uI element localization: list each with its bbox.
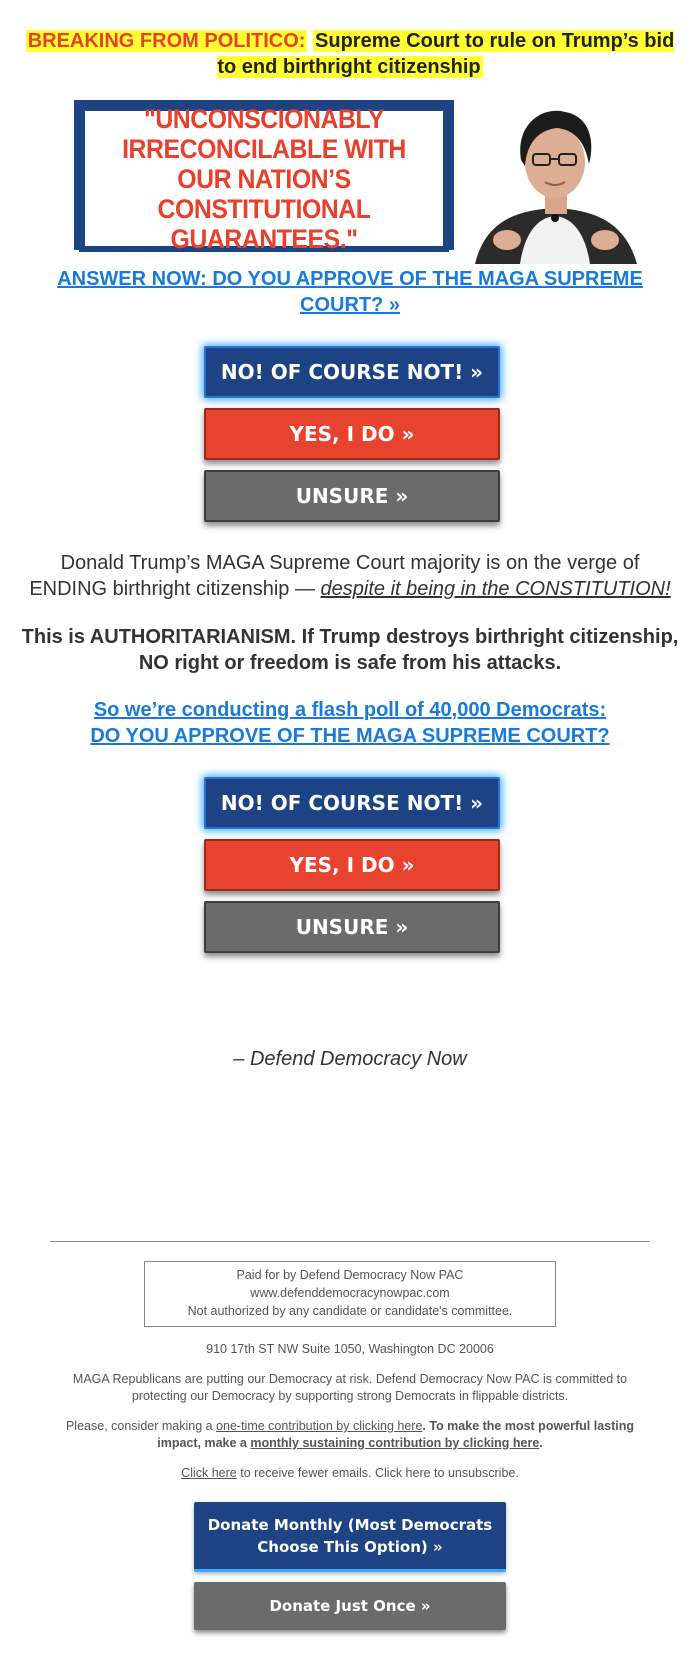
address-text: 910 17th ST NW Suite 1050, Washington DC 20006 bbox=[206, 1342, 494, 1356]
donate-monthly-button[interactable] bbox=[194, 1502, 506, 1572]
quote-frame bbox=[79, 105, 449, 252]
intro-text: Donald Trump’s MAGA Supreme Court majority is on the verge of ENDING birthright citizenship — bbox=[29, 552, 640, 600]
footer-divider bbox=[50, 1241, 650, 1242]
fewer-emails-line bbox=[50, 1465, 650, 1482]
headline-text: Supreme Court to rule on Trump’s bid to end birthright citizenship bbox=[217, 30, 675, 78]
quote-graphic[interactable] bbox=[74, 100, 454, 254]
quote-text: "UNCONSCIONABLY IRRECONCILABLE WITH OUR NATION’S CONSTITUTIONAL GUARANTEES." bbox=[122, 103, 406, 254]
breaking-headline bbox=[20, 28, 680, 80]
contribution-end: . bbox=[539, 1436, 543, 1450]
poll-link-line1[interactable]: So we’re conducting a flash poll of 40,000 Democrats: bbox=[93, 699, 607, 721]
unsure-button-2[interactable]: UNSURE » bbox=[204, 901, 500, 953]
fewer-emails-text: to receive fewer emails. Click here to unsubscribe. bbox=[240, 1466, 519, 1480]
authoritarianism-paragraph: This is AUTHORITARIANISM. If Trump destroys birthright citizenship, NO right or freedom is safe from his attacks. bbox=[21, 626, 679, 674]
intro-paragraph bbox=[20, 550, 680, 602]
website-text: www.defenddemocracynowpac.com bbox=[250, 1286, 450, 1300]
yes-button-2[interactable]: YES, I DO » bbox=[204, 839, 500, 891]
monthly-contribution-link[interactable]: monthly sustaining contribution by clicking here bbox=[250, 1436, 540, 1450]
contribution-paragraph bbox=[50, 1418, 650, 1452]
unsure-button[interactable]: UNSURE » bbox=[204, 470, 500, 522]
donate-once-label[interactable]: Donate Just Once » bbox=[269, 1597, 431, 1615]
paid-for-box bbox=[144, 1261, 556, 1327]
poll-link[interactable] bbox=[20, 697, 680, 749]
yes-button[interactable]: YES, I DO » bbox=[204, 408, 500, 460]
not-authorized-text: Not authorized by any candidate or candidate's committee. bbox=[187, 1304, 513, 1318]
paid-by-text: Paid for by Defend Democracy Now PAC bbox=[236, 1268, 464, 1282]
fewer-emails-link[interactable]: Click here bbox=[181, 1466, 237, 1480]
answer-now-link[interactable]: ANSWER NOW: DO YOU APPROVE OF THE MAGA SUPREME COURT? » bbox=[57, 268, 643, 316]
speaker-photo[interactable] bbox=[465, 102, 645, 264]
signature: – Defend Democracy Now bbox=[233, 1048, 467, 1070]
contribution-intro: Please, consider making a bbox=[65, 1419, 213, 1433]
mission-text: MAGA Republicans are putting our Democracy at risk. Defend Democracy Now PAC is committed to protecting our Democracy by supporting strong Democrats in flippable districts. bbox=[72, 1372, 628, 1403]
one-time-contribution-link[interactable]: one-time contribution by clicking here bbox=[216, 1419, 423, 1433]
donate-monthly-label[interactable]: Donate Monthly (Most Democrats Choose This Option) » bbox=[207, 1515, 493, 1556]
donate-once-button[interactable] bbox=[194, 1582, 506, 1630]
no-button-2[interactable]: NO! OF COURSE NOT! » bbox=[204, 777, 500, 829]
intro-emphasis: despite it being in the CONSTITUTION! bbox=[320, 578, 671, 600]
headline-prefix: BREAKING FROM POLITICO: bbox=[27, 30, 306, 52]
contribution-mid: . To make the most powerful lasting impact, make a bbox=[157, 1419, 635, 1450]
poll-link-line2[interactable]: DO YOU APPROVE OF THE MAGA SUPREME COURT? bbox=[90, 725, 610, 747]
no-button[interactable]: NO! OF COURSE NOT! » bbox=[204, 346, 500, 398]
